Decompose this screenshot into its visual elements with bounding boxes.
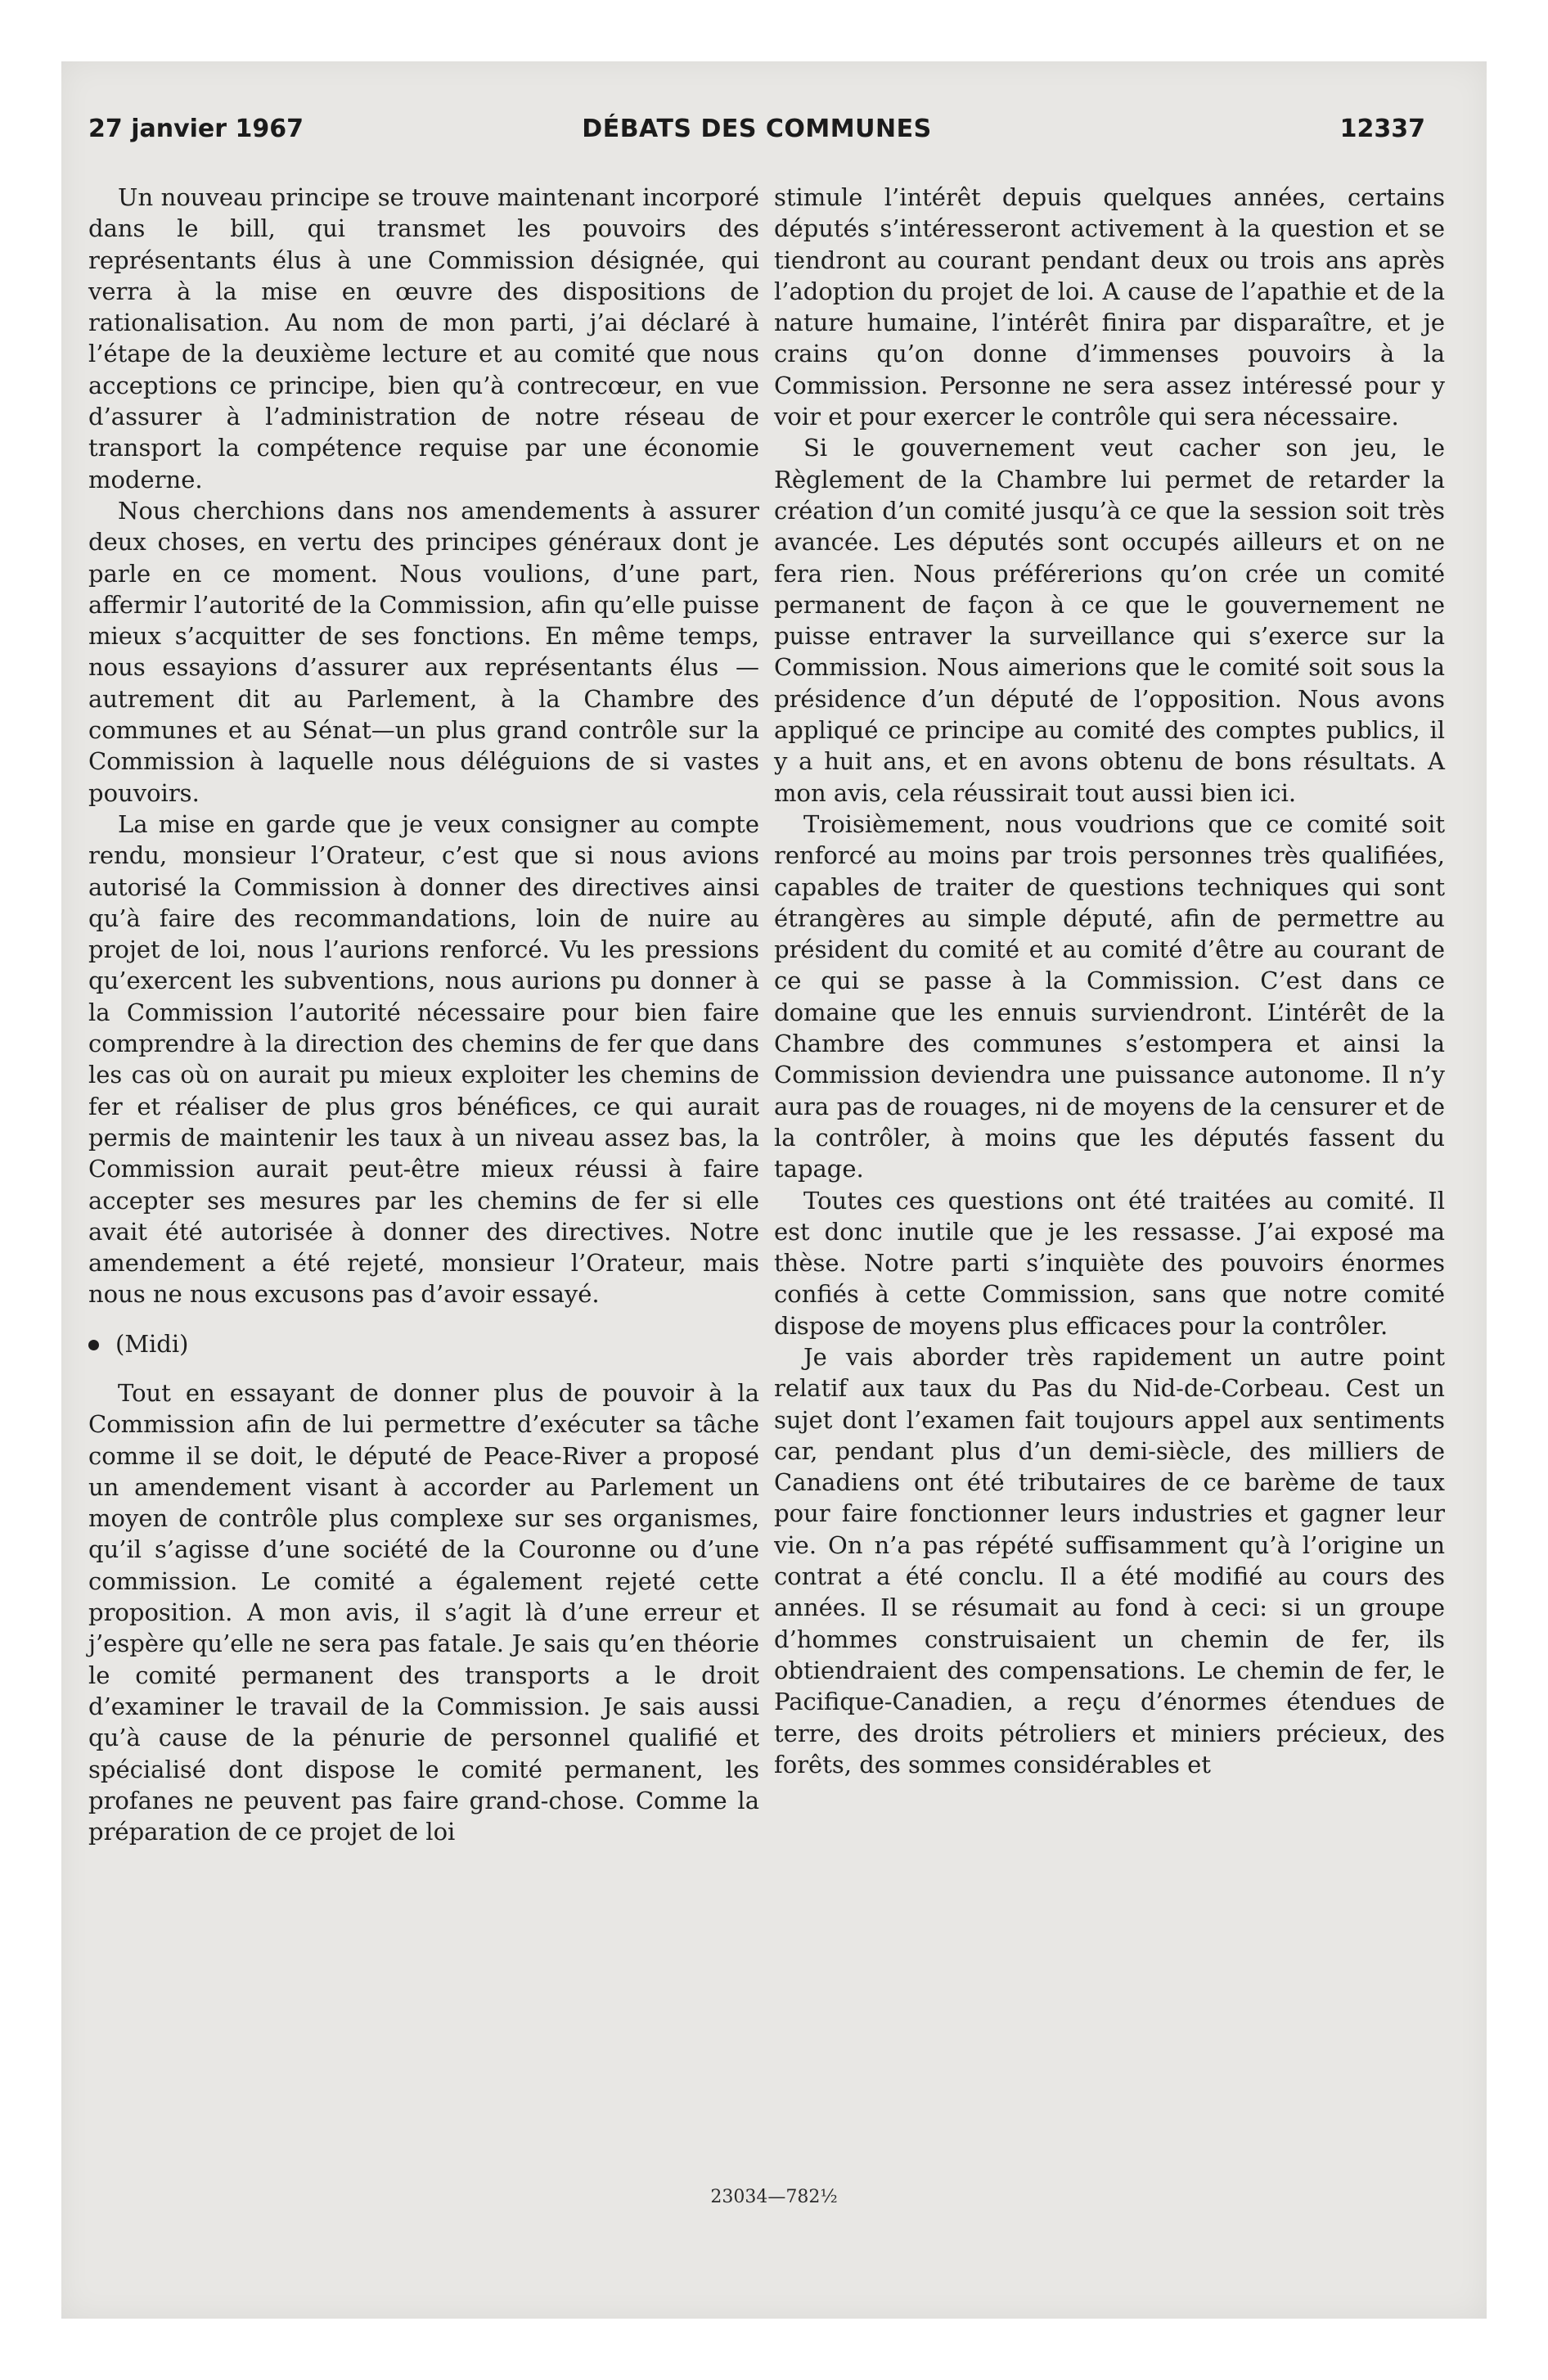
header-title: DÉBATS DES COMMUNES <box>582 115 932 143</box>
right-paragraph-2: Si le gouvernement veut cacher son jeu, le Règlement de la Chambre lui permet de retarder la création d’un comité jusqu’à ce que la session soit très avancée. Les députés sont occupés ailleurs et on ne fera rien. Nous préférerions qu’on crée un comité permanent de façon à ce que le gouvernement ne puisse entraver la surveillance qui s’exerce sur la Commission. Nous aimerions que le comité soit sous la présidence d’un député de l’opposition. Nous avons appliqué ce principe au comité des comptes publics, il y a huit ans, et en avons obtenu de bons résultats. A mon avis, cela réussirait tout aussi bien ici. <box>774 434 1445 807</box>
bullet-icon <box>88 1340 99 1350</box>
right-column <box>774 182 1445 1780</box>
page-header <box>88 115 1425 151</box>
left-paragraph-3: La mise en garde que je veux consigner au compte rendu, monsieur l’Orateur, c’est que si nous avions autorisé la Commission à donner des directives ainsi qu’à faire des recommandations, loin de nuire au projet de loi, nous l’aurions renforcé. Vu les pressions qu’exercent les subventions, nous aurions pu donner à la Commission l’autorité nécessaire pour bien faire comprendre à la direction des chemins de fer que dans les cas où on aurait pu mieux exploiter les chemins de fer et réaliser de plus gros bénéfices, ce qui aurait permis de maintenir les taux à un niveau assez bas, la Commission aurait peut-être mieux réussi à faire accepter ses mesures par les chemins de fer si elle avait été autorisée à donner des directives. Notre amendement a été rejeté, monsieur l’Orateur, mais nous ne nous excusons pas d’avoir essayé. <box>88 809 759 1309</box>
header-date: 27 janvier 1967 <box>88 115 304 143</box>
right-paragraph-5: Je vais aborder très rapidement un autre point relatif aux taux du Pas du Nid-de-Corbeau. Cest un sujet dont l’examen fait toujours appel aux sentiments car, pendant plus d’un demi-siècle, des milliers de Canadiens ont été tributaires de ce barème de taux pour faire fonctionner leurs industries et gagner leur vie. On n’a pas répété suffisamment qu’à l’origine un contrat a été conclu. Il a été modifié au cours des années. Il se résumait au fond à ceci: si un groupe d’hommes construisaient un chemin de fer, ils obtiendraient des compensations. Le chemin de fer, le Pacifique-Canadien, a reçu d’énormes étendues de terre, des droits pétroliers et miniers précieux, des forêts, des sommes considérables et <box>774 1342 1445 1778</box>
right-paragraph-3: Troisièmement, nous voudrions que ce comité soit renforcé au moins par trois personnes très qualifiées, capables de traiter de questions techniques qui sont étrangères au simple député, afin de permettre au président du comité et au comité d’être au courant de ce qui se passe à la Commission. C’est dans ce domaine que les ennuis surviendront. L’intérêt de la Chambre des communes s’estompera et ainsi la Commission deviendra une puissance autonome. Il n’y aura pas de rouages, ni de moyens de la censurer et de la contrôler, à moins que les députés fassent du tapage. <box>774 809 1445 1183</box>
right-paragraph-4: Toutes ces questions ont été traitées au comité. Il est donc inutile que je les ressasse. J’ai exposé ma thèse. Notre parti s’inquiète des pouvoirs énormes confiés à cette Commission, sans que notre comité dispose de moyens plus efficaces pour la contrôler. <box>774 1186 1445 1340</box>
left-column <box>88 182 759 1847</box>
left-paragraph-4: Tout en essayant de donner plus de pouvoir à la Commission afin de lui permettre d’exécuter sa tâche comme il se doit, le député de Peace-River a proposé un amendement visant à accorder au Parlement un moyen de contrôle plus complexe sur ses organismes, qu’il s’agisse d’une société de la Couronne ou d’une commission. Le comité a également rejeté cette proposition. A mon avis, il s’agit là d’une erreur et j’espère qu’elle ne sera pas fatale. Je sais qu’en théorie le comité permanent des transports a le droit d’examiner le travail de la Commission. Je sais aussi qu’à cause de la pénurie de personnel qualifié et spécialisé dont dispose le comité permanent, les profanes ne peuvent pas faire grand-chose. Comme la préparation de ce projet de loi <box>88 1378 759 1846</box>
right-paragraph-1: stimule l’intérêt depuis quelques années, certains députés s’intéresseront activement à la question et se tiendront au courant pendant deux ou trois ans après l’adoption du projet de loi. A cause de l’apathie et de la nature humaine, l’intérêt finira par disparaître, et je crains qu’on donne d’immenses pouvoirs à la Commission. Personne ne sera assez intéressé pour y voir et pour exercer le contrôle qui sera nécessaire. <box>774 183 1445 431</box>
footer-code: 23034—782½ <box>710 2187 838 2207</box>
left-paragraph-2: Nous cherchions dans nos amendements à assurer deux choses, en vertu des principes généraux dont je parle en ce moment. Nous voulions, d’une part, affermir l’autorité de la Commission, afin qu’elle puisse mieux s’acquitter de ses fonctions. En même temps, nous essayions d’assurer aux représentants élus —autrement dit au Parlement, à la Chambre des communes et au Sénat—un plus grand contrôle sur la Commission à laquelle nous déléguions de si vastes pouvoirs. <box>88 496 759 807</box>
time-marker <box>88 1328 759 1359</box>
left-paragraph-1: Un nouveau principe se trouve maintenant incorporé dans le bill, qui transmet les pouvoirs des représentants élus à une Commission désignée, qui verra à la mise en œuvre des dispositions de rationalisation. Au nom de mon parti, j’ai déclaré à l’étape de la deuxième lecture et au comité que nous acceptions ce principe, bien qu’à contrecœur, en vue d’assurer à l’administration de notre réseau de transport la compétence requise par une économie moderne. <box>88 183 759 494</box>
header-page-number: 12337 <box>1339 115 1425 143</box>
time-marker-label: (Midi) <box>115 1329 189 1358</box>
